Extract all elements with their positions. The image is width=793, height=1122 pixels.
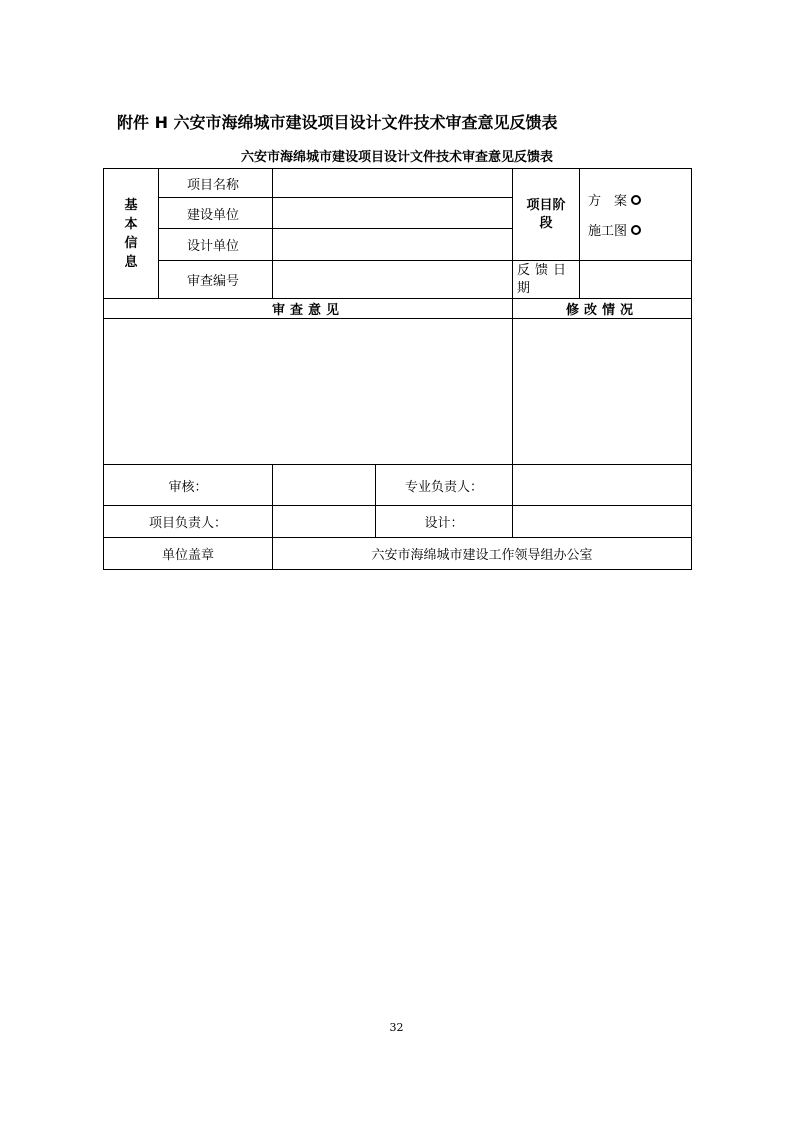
basic-info-char: 息 [124,254,138,270]
project-stage-text: 项目阶 [526,197,566,213]
page-number: 32 [389,1021,404,1034]
construction-unit-label: 建设单位 [159,198,273,229]
stage-options [580,169,692,261]
table-title: 六安市海绵城市建设项目设计文件技术审查意见反馈表 [240,150,553,165]
feedback-date-text: 期 [517,280,536,296]
stage-option-construction-drawing[interactable] [584,219,687,241]
modification-header: 修改情况 [513,299,692,319]
radio-icon[interactable] [631,195,641,205]
office-name: 六安市海绵城市建设工作领导组办公室 [273,538,692,570]
basic-info-char: 基 [124,197,138,213]
stage-option-label: 方 案 [588,194,628,209]
construction-unit-field[interactable] [273,198,513,229]
review-opinion-header: 审查意见 [104,299,513,319]
modification-area[interactable] [513,319,692,465]
basic-info-char: 信 [124,235,138,251]
designer-label: 设计： [376,506,513,538]
appendix-title: 附件 H 六安市海绵城市建设项目设计文件技术审查意见反馈表 [117,113,558,132]
stage-option-label: 施工图 [588,224,628,239]
unit-seal-label: 单位盖章 [104,538,273,570]
review-opinion-area[interactable] [104,319,513,465]
project-name-field[interactable] [273,169,513,198]
basic-info-char: 本 [124,216,138,232]
professional-lead-field[interactable] [513,465,692,506]
designer-field[interactable] [513,506,692,538]
reviewer-field[interactable] [273,465,376,506]
design-unit-label: 设计单位 [159,229,273,261]
professional-lead-label: 专业负责人： [376,465,513,506]
project-stage-text: 段 [539,215,553,231]
feedback-form-table [103,168,692,570]
review-number-field[interactable] [273,261,513,299]
feedback-date-field[interactable] [580,261,692,299]
project-stage-label [513,169,580,261]
project-lead-label: 项目负责人： [104,506,273,538]
review-number-label: 审查编号 [159,261,273,299]
basic-info-label [104,169,159,299]
design-unit-field[interactable] [273,229,513,261]
project-lead-field[interactable] [273,506,376,538]
radio-icon[interactable] [631,225,641,235]
feedback-date-text: 反馈日 [517,262,572,278]
reviewer-label: 审核： [104,465,273,506]
stage-option-scheme[interactable] [584,189,687,211]
project-name-label: 项目名称 [159,169,273,198]
feedback-date-label [513,261,580,299]
